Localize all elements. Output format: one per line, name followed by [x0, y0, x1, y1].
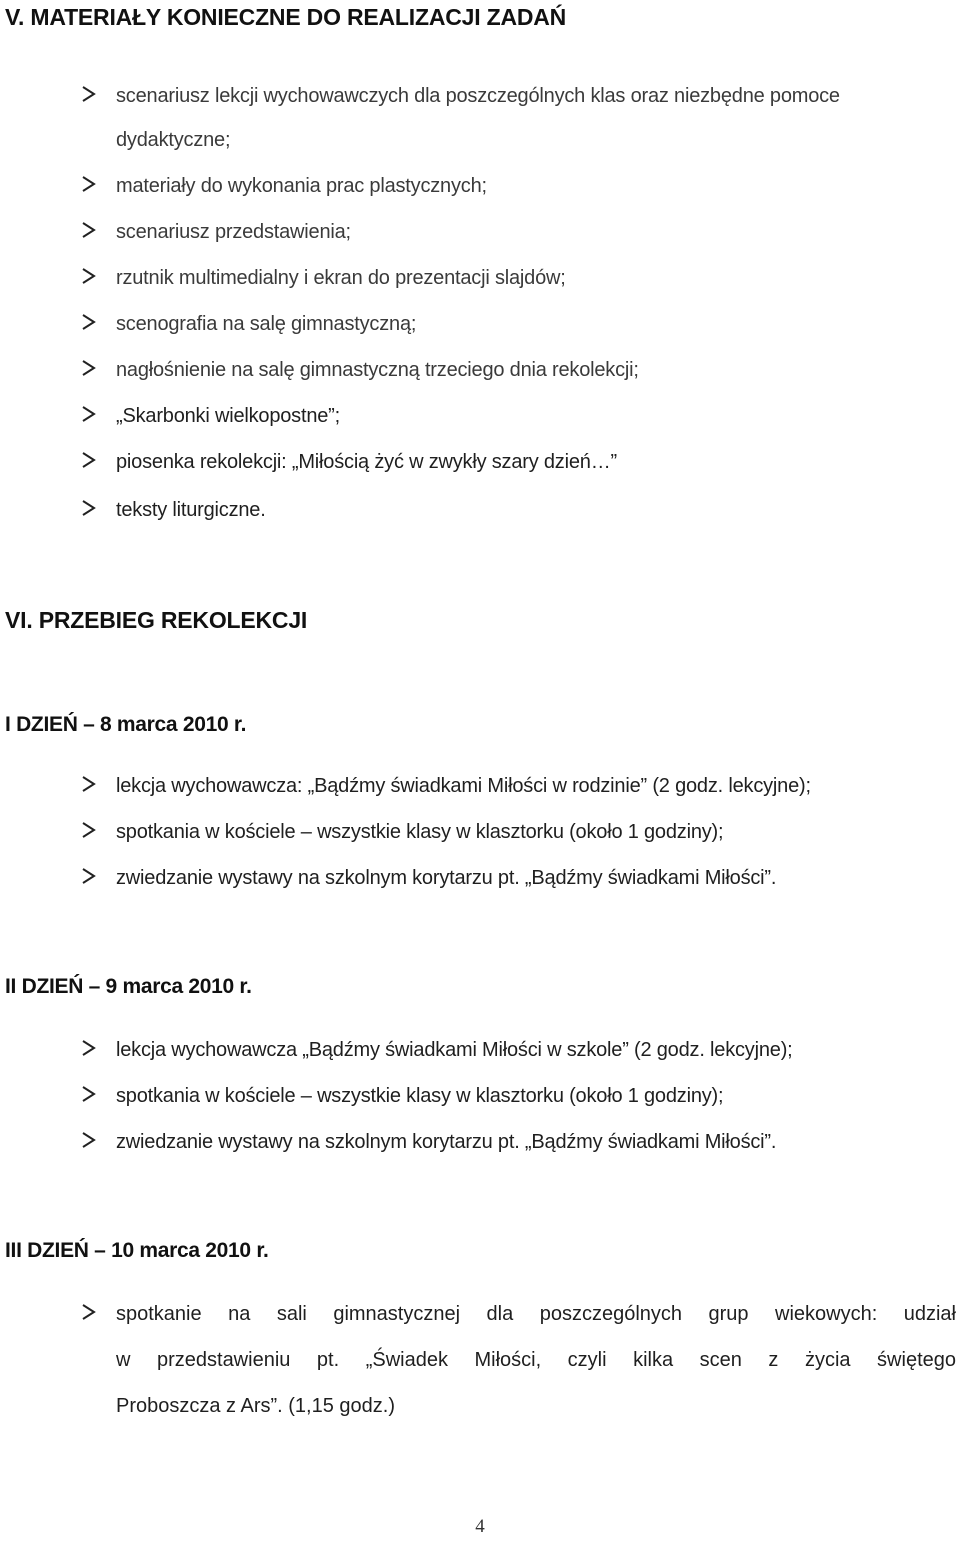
list-item-text: lekcja wychowawcza „Bądźmy świadkami Miłości w szkole” (2 godz. lekcyjne);: [116, 1039, 793, 1061]
list-item-text: zwiedzanie wystawy na szkolnym korytarzu pt. „Bądźmy świadkami Miłości”.: [116, 867, 777, 889]
arrow-bullet-icon: [80, 174, 98, 194]
arrow-bullet-icon: [80, 774, 98, 794]
list-item-continuation: [0, 120, 960, 160]
arrow-bullet-icon: [80, 1038, 98, 1058]
arrow-bullet-icon: [80, 866, 98, 886]
list-item: [0, 490, 960, 530]
arrow-bullet-icon: [80, 820, 98, 840]
list-item-text: rzutnik multimedialny i ekran do prezentacji slajdów;: [116, 267, 566, 289]
arrow-bullet-icon: [80, 84, 98, 104]
paragraph-line: Proboszcza z Ars”. (1,15 godz.): [116, 1395, 396, 1417]
page-number: 4: [475, 1516, 485, 1537]
arrow-bullet-icon: [80, 498, 98, 518]
section-heading-course: VI. PRZEBIEG REKOLEKCJI: [5, 607, 308, 633]
list-item: [0, 304, 960, 344]
list-item: [0, 766, 960, 806]
list-item-text: nagłośnienie na salę gimnastyczną trzeciego dnia rekolekcji;: [116, 359, 639, 381]
list-item-paragraph: [116, 1291, 956, 1429]
arrow-bullet-icon: [80, 404, 98, 424]
list-item: [0, 76, 960, 116]
arrow-bullet-icon: [80, 1130, 98, 1150]
list-item: [0, 350, 960, 390]
list-item-text: scenografia na salę gimnastyczną;: [116, 313, 417, 335]
list-item: [0, 442, 960, 482]
list-item-text: scenariusz przedstawienia;: [116, 221, 351, 243]
arrow-bullet-icon: [80, 266, 98, 286]
list-item-text: dydaktyczne;: [116, 129, 231, 151]
arrow-bullet-icon: [80, 220, 98, 240]
list-item-text: materiały do wykonania prac plastycznych;: [116, 175, 487, 197]
section-heading-materials: V. MATERIAŁY KONIECZNE DO REALIZACJI ZADAŃ: [5, 4, 567, 30]
list-item-text: spotkania w kościele – wszystkie klasy w klasztorku (około 1 godziny);: [116, 821, 724, 843]
list-item: [0, 258, 960, 298]
list-item-text: scenariusz lekcji wychowawczych dla poszczególnych klas oraz niezbędne pomoce: [116, 85, 840, 107]
paragraph-line: w przedstawieniu pt. „Świadek Miłości, czyli kilka scen z życia świętego: [116, 1349, 956, 1371]
arrow-bullet-icon: [80, 1302, 98, 1322]
list-item: [0, 812, 960, 852]
list-item: [0, 212, 960, 252]
day-heading-3: III DZIEŃ – 10 marca 2010 r.: [5, 1239, 269, 1262]
list-item: [0, 166, 960, 206]
arrow-bullet-icon: [80, 1084, 98, 1104]
list-item-text: zwiedzanie wystawy na szkolnym korytarzu pt. „Bądźmy świadkami Miłości”.: [116, 1131, 777, 1153]
arrow-bullet-icon: [80, 312, 98, 332]
list-item: [0, 1076, 960, 1116]
arrow-bullet-icon: [80, 450, 98, 470]
day-heading-1: I DZIEŃ – 8 marca 2010 r.: [5, 713, 247, 736]
arrow-bullet-icon: [80, 358, 98, 378]
day-heading-2: II DZIEŃ – 9 marca 2010 r.: [5, 975, 252, 998]
list-item: [0, 1030, 960, 1070]
list-item-text: piosenka rekolekcji: „Miłością żyć w zwykły szary dzień…”: [116, 451, 617, 473]
list-item-text: teksty liturgiczne.: [116, 499, 266, 521]
list-item-text: „Skarbonki wielkopostne”;: [116, 405, 340, 427]
paragraph-line: spotkanie na sali gimnastycznej dla poszczególnych grup wiekowych: udział: [116, 1303, 956, 1325]
list-item: [0, 858, 960, 898]
list-item-text: lekcja wychowawcza: „Bądźmy świadkami Miłości w rodzinie” (2 godz. lekcyjne);: [116, 775, 811, 797]
list-item: [0, 396, 960, 436]
list-item: [0, 1122, 960, 1162]
list-item-text: spotkania w kościele – wszystkie klasy w klasztorku (około 1 godziny);: [116, 1085, 724, 1107]
